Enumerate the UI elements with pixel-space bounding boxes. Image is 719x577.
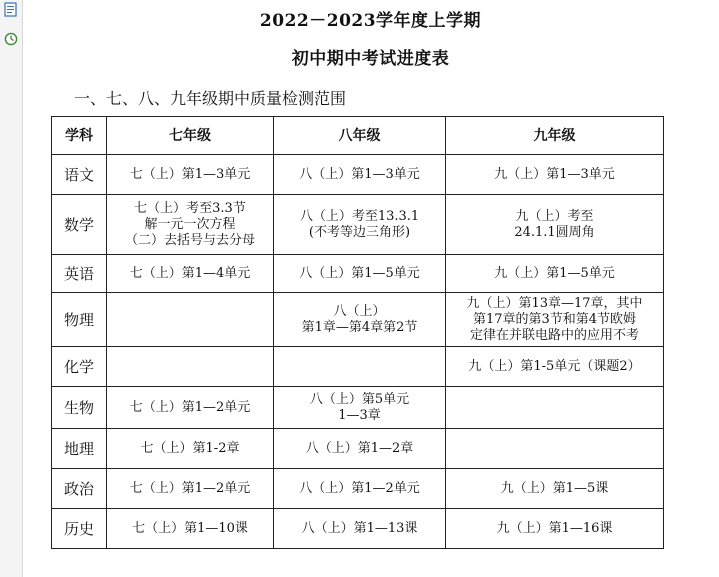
- cell-line: 八（上）第5单元: [309, 391, 410, 407]
- cell-line: 八（上）第1—2章: [305, 440, 414, 456]
- grade-9-cell: [446, 195, 664, 255]
- cell-line: (不考等边三角形): [308, 224, 411, 240]
- table-header-row: [52, 117, 664, 155]
- cell-line: 解一元一次方程: [144, 216, 236, 232]
- table-row: [52, 155, 664, 195]
- cell-line: 第17章的第3节和第4节欧姆: [472, 311, 637, 327]
- subject-cell: 历史: [52, 509, 107, 549]
- grade-9-cell: [446, 155, 664, 195]
- grade-8-cell: [274, 387, 446, 429]
- grade-7-cell: [107, 509, 274, 549]
- cell-line: 九（上）第1—16课: [496, 520, 613, 536]
- grade-9-cell: [446, 469, 664, 509]
- header-cell: 七年级: [107, 117, 274, 155]
- grade-8-cell: [274, 347, 446, 387]
- grade-7-cell: [107, 155, 274, 195]
- grade-9-cell: [446, 387, 664, 429]
- document-icon[interactable]: [3, 2, 18, 17]
- cell-line: 七（上）第1—3单元: [129, 166, 251, 182]
- cell-line: 八（上）考至13.3.1: [299, 208, 420, 224]
- grade-9-cell: [446, 347, 664, 387]
- grade-7-cell: [107, 387, 274, 429]
- grade-7-cell: [107, 293, 274, 347]
- cell-line: 24.1.1圆周角: [514, 224, 595, 240]
- document-subtitle: 初中期中考试进度表: [291, 49, 450, 69]
- cell-line: 九（上）第13章—17章，其中: [466, 295, 643, 311]
- header-cell: 八年级: [274, 117, 446, 155]
- grade-7-cell: [107, 195, 274, 255]
- header-cell: 学科: [52, 117, 107, 155]
- grade-8-cell: [274, 195, 446, 255]
- cell-line: 九（上）第1—5课: [500, 480, 609, 496]
- subject-cell: 数学: [52, 195, 107, 255]
- cell-line: 七（上）第1—10课: [132, 520, 248, 536]
- cell-line: 八（上）第1—3单元: [299, 166, 420, 182]
- cell-line: 七（上）考至3.3节: [134, 200, 246, 216]
- subject-cell: 地理: [52, 429, 107, 469]
- exam-schedule-table: [51, 116, 664, 549]
- table-row: [52, 195, 664, 255]
- cell-line: 九（上）第1—3单元: [494, 166, 615, 182]
- cell-line: 八（上）: [333, 303, 386, 319]
- cell-line: 1—3章: [338, 407, 381, 423]
- table-row: [52, 387, 664, 429]
- document-title: 2022－2023学年度上学期: [259, 11, 482, 31]
- grade-8-cell: [274, 293, 446, 347]
- cell-line: 八（上）第1—13课: [301, 520, 418, 536]
- subject-cell: 生物: [52, 387, 107, 429]
- cell-line: 九（上）第1-5单元（课题2）: [468, 358, 641, 374]
- grade-8-cell: [274, 155, 446, 195]
- subject-cell: 化学: [52, 347, 107, 387]
- cell-line: 七（上）第1—2单元: [129, 480, 251, 496]
- grade-9-cell: [446, 429, 664, 469]
- subject-cell: 英语: [52, 255, 107, 293]
- grade-8-cell: [274, 469, 446, 509]
- cell-line: 八（上）第1—5单元: [299, 265, 420, 281]
- cell-line: 第1章—第4章第2节: [301, 319, 418, 335]
- grade-9-cell: [446, 509, 664, 549]
- section-heading: 一、七、八、九年级期中质量检测范围: [74, 89, 347, 108]
- subject-cell: 语文: [52, 155, 107, 195]
- grade-8-cell: [274, 429, 446, 469]
- grade-7-cell: [107, 429, 274, 469]
- table-row: [52, 429, 664, 469]
- cell-line: 七（上）第1—2单元: [129, 399, 251, 415]
- cell-line: 九（上）考至: [515, 208, 594, 224]
- table-row: [52, 347, 664, 387]
- cell-line: 九（上）第1—5单元: [494, 265, 615, 281]
- subject-cell: 政治: [52, 469, 107, 509]
- subject-cell: 物理: [52, 293, 107, 347]
- cell-line: 七（上）第1—4单元: [129, 265, 251, 281]
- table-row: [52, 469, 664, 509]
- table-row: [52, 255, 664, 293]
- table-row: [52, 509, 664, 549]
- grade-7-cell: [107, 347, 274, 387]
- grade-9-cell: [446, 293, 664, 347]
- grade-8-cell: [274, 255, 446, 293]
- cell-line: （二）去括号与去分母: [124, 232, 255, 248]
- left-gutter: [0, 0, 23, 577]
- grade-7-cell: [107, 255, 274, 293]
- grade-7-cell: [107, 469, 274, 509]
- table-row: [52, 293, 664, 347]
- grade-8-cell: [274, 509, 446, 549]
- clock-icon[interactable]: [3, 31, 18, 46]
- cell-line: 八（上）第1—2单元: [299, 480, 420, 496]
- cell-line: 定律在并联电路中的应用不考: [469, 327, 639, 343]
- header-cell: 九年级: [446, 117, 664, 155]
- grade-9-cell: [446, 255, 664, 293]
- cell-line: 七（上）第1-2章: [140, 440, 240, 456]
